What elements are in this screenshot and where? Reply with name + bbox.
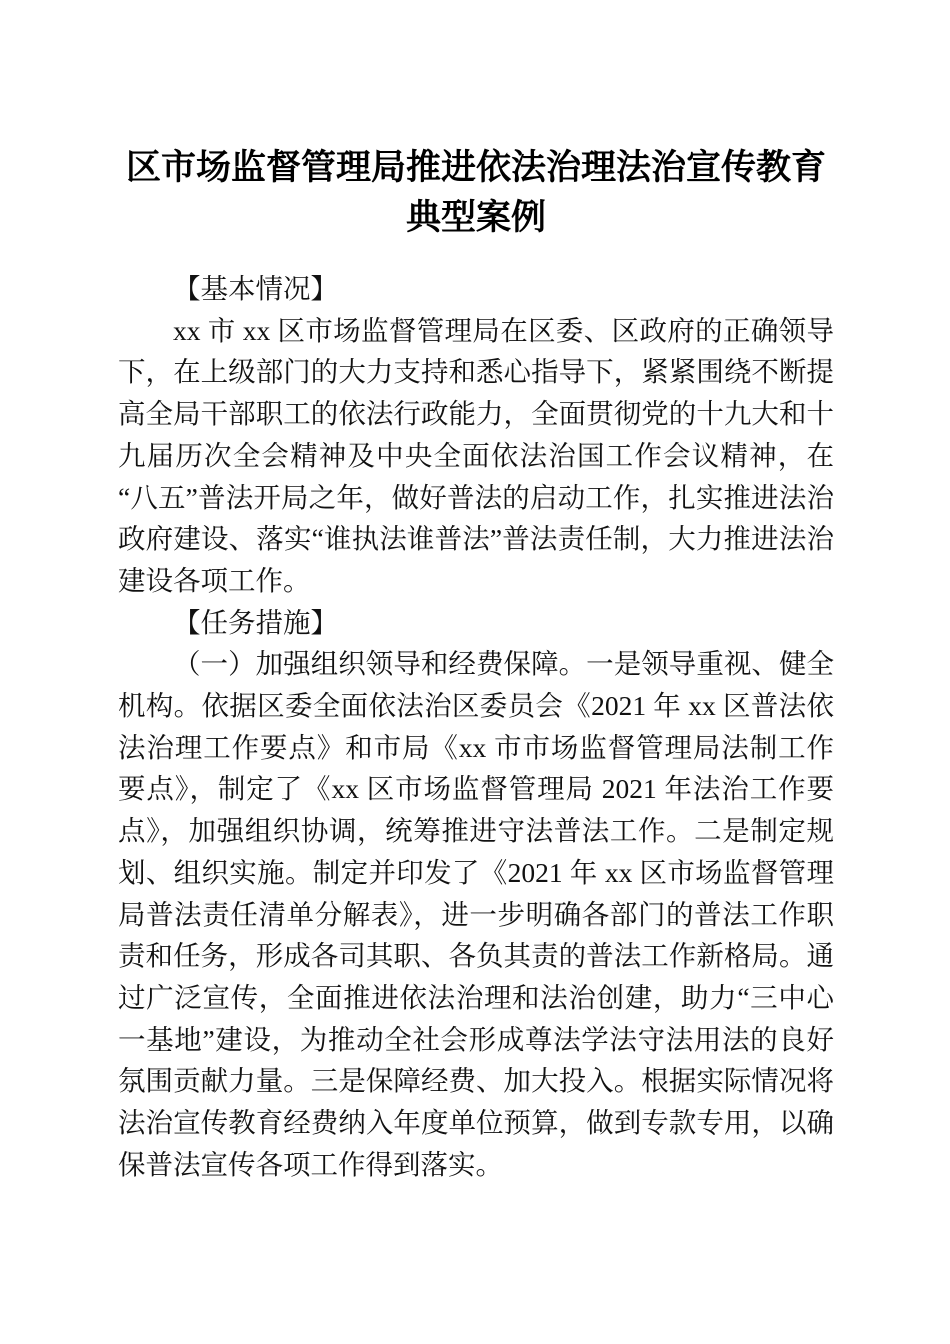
- section-heading-task-measures: 【任务措施】: [173, 606, 338, 638]
- document-body: [118, 268, 834, 1185]
- section-heading-basic-situation: 【基本情况】: [173, 273, 338, 304]
- paragraph-basic-situation: xx 市 xx 区市场监督管理局在区委、区政府的正确领导下，在上级部门的大力支持和悉心指导下，紧紧围绕不断提高全局干部职工的依法行政能力，全面贯彻党的十九大和十九届历次全会精神及中央全面依法治国工作会议精神，在“八五”普法开局之年，做好普法的启动工作，扎实推进法治政府建设、落实“谁执法谁普法”普法责任制，大力推进法治建设各项工作。: [118, 314, 834, 596]
- paragraph-measure-one: （一）加强组织领导和经费保障。一是领导重视、健全机构。依据区委全面依法治区委员会《2021 年 xx 区普法依法治理工作要点》和市局《xx 市市场监督管理局法制工作要点》，制定了《xx 区市场监督管理局 2021 年法治工作要点》，加强组织协调，统筹推进守法普法工作。二是制定规划、组织实施。制定并印发了《2021 年 xx 区市场监督管理局普法责任清单分解表》，进一步明确各部门的普法工作职责和任务，形成各司其职、各负其责的普法工作新格局。通过广泛宣传，全面推进依法治理和法治创建，助力“三中心一基地”建设，为推动全社会形成尊法学法守法用法的良好氛围贡献力量。三是保障经费、加大投入。根据实际情况将法治宣传教育经费纳入年度单位预算，做到专款专用，以确保普法宣传各项工作得到落实。: [118, 648, 834, 1180]
- page-title: 区市场监督管理局推进依法治理法治宣传教育典型案例: [125, 148, 826, 238]
